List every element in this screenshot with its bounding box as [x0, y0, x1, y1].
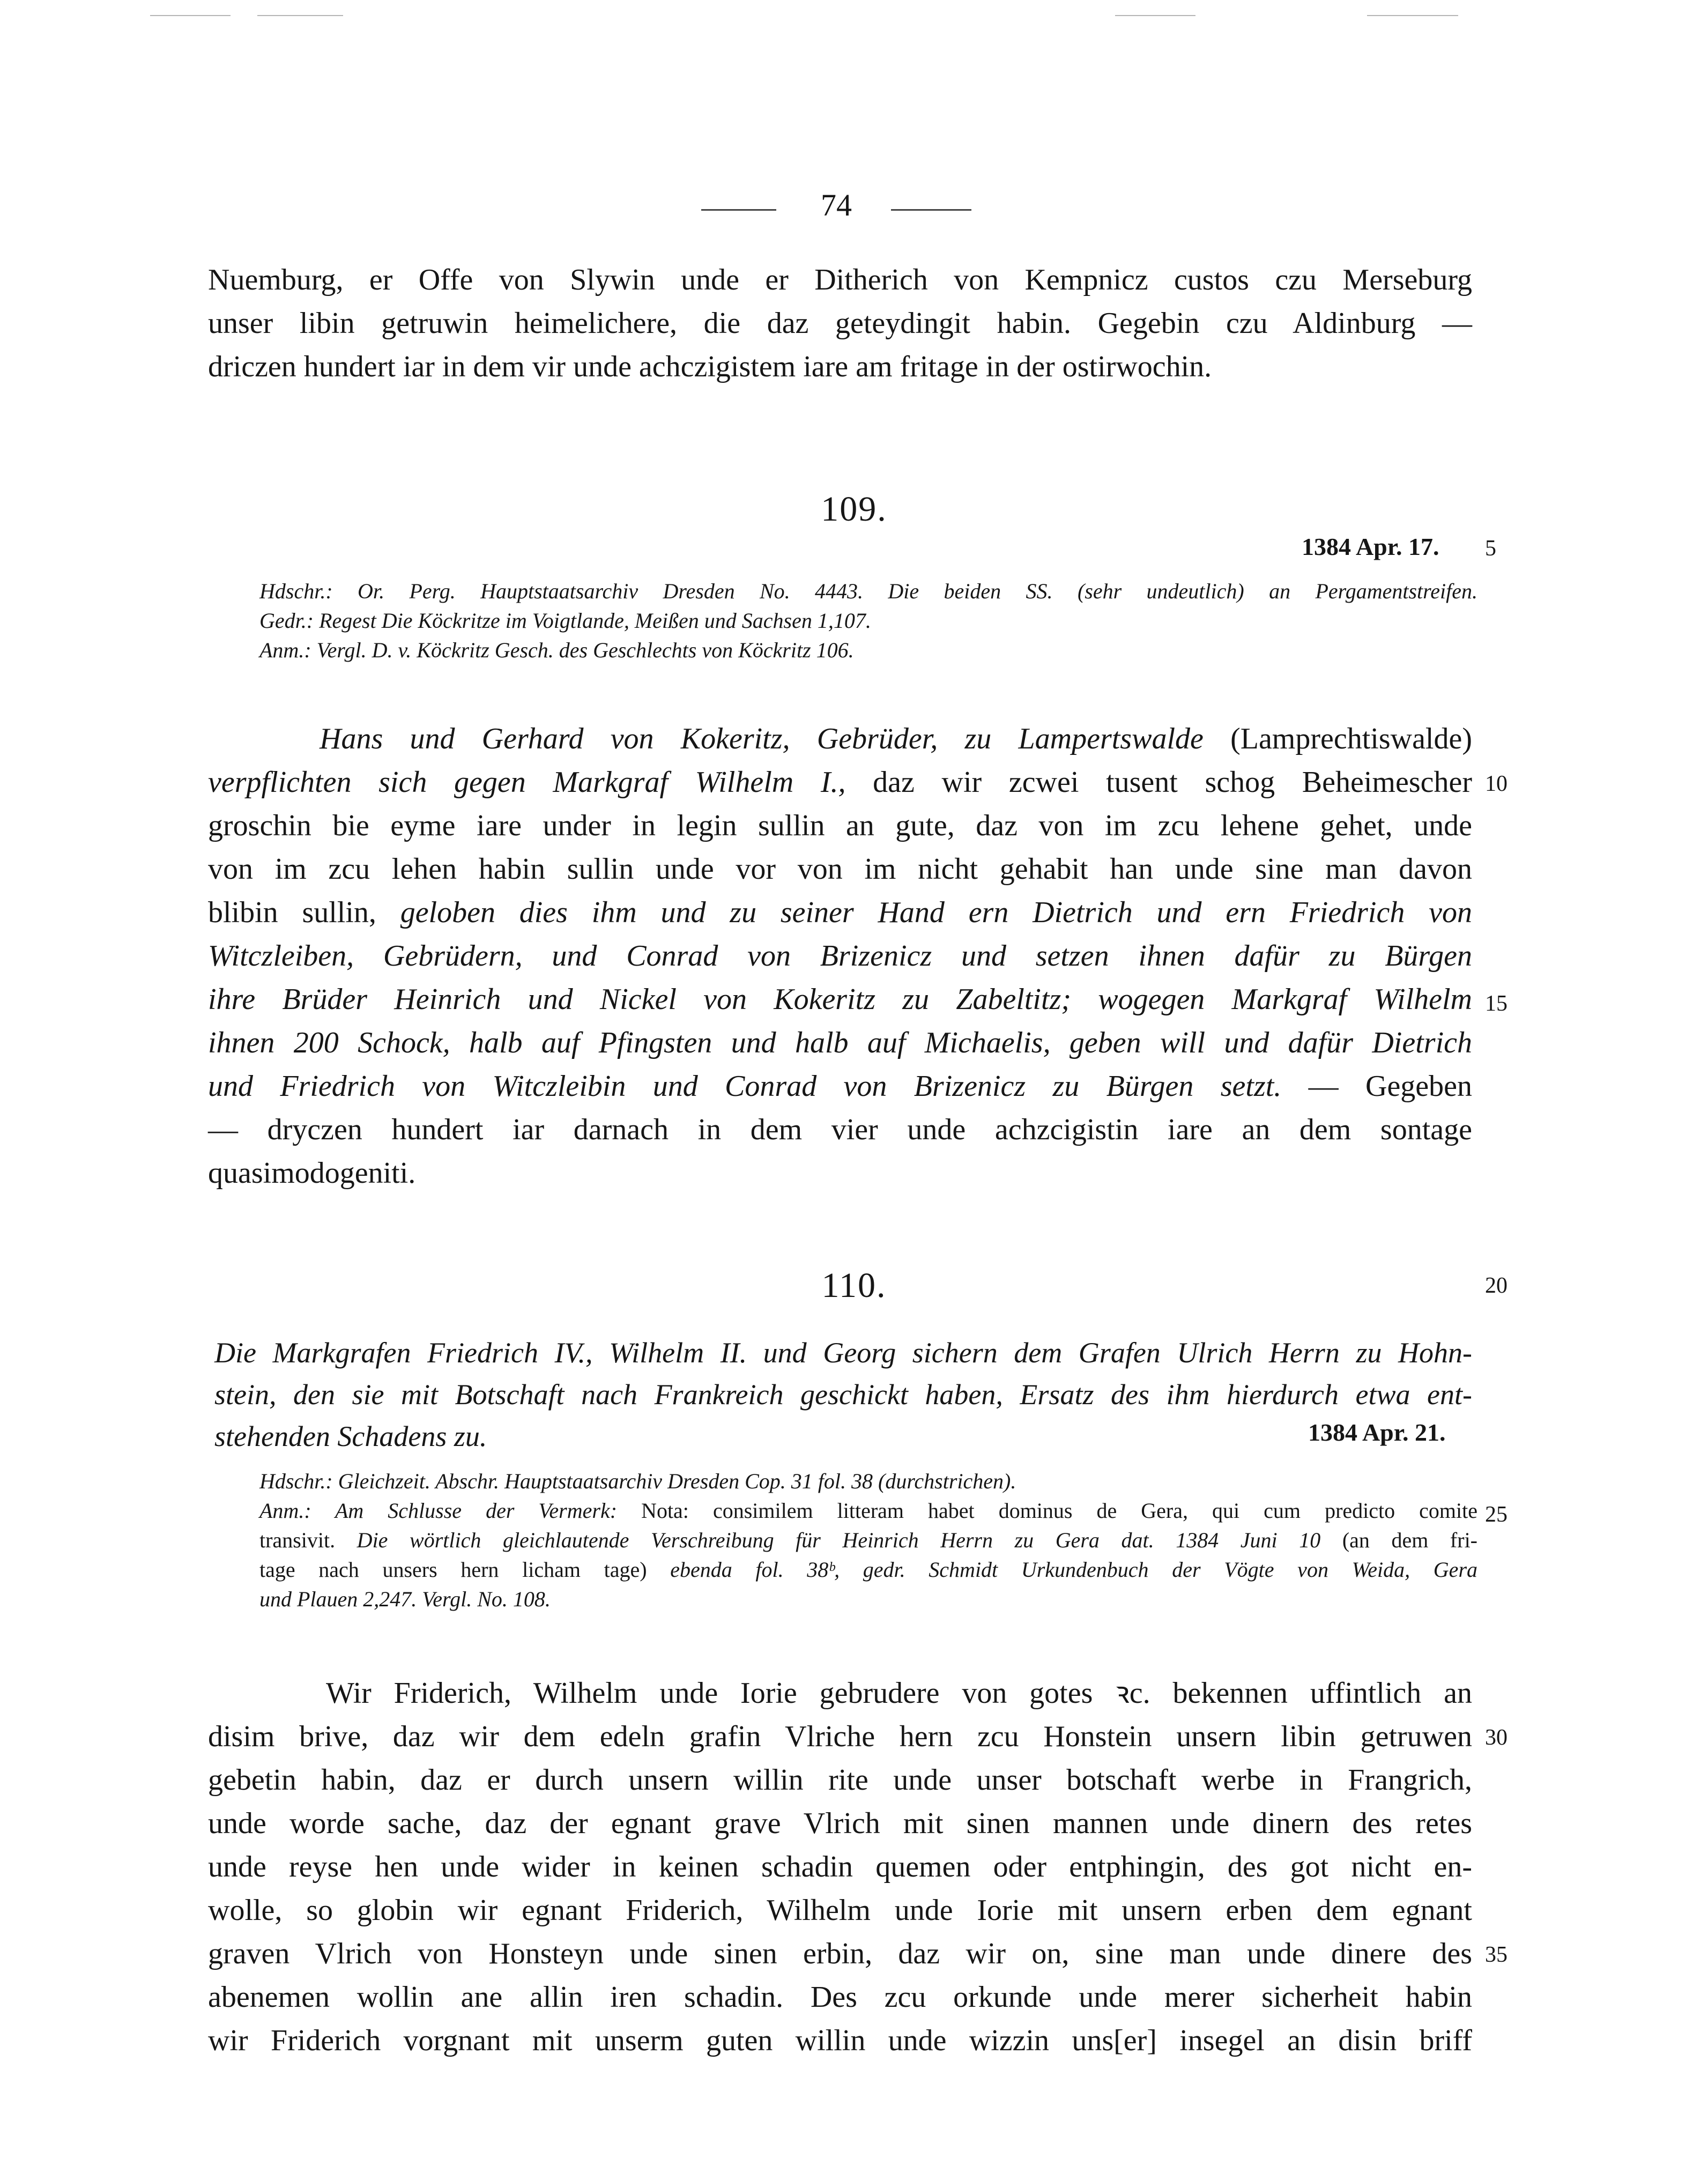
- page-number: 74: [821, 188, 852, 223]
- text-line: [208, 1065, 1472, 1108]
- note-roman: Nota: consimilem litteram habet dominus de Gera, qui cum predicto comite: [617, 1499, 1477, 1523]
- note-line: Anm.: Vergl. D. v. Köckritz Gesch. des Geschlechts von Köckritz 106.: [259, 638, 854, 662]
- note-line: Hdschr.: Gleichzeit. Abschr. Hauptstaatsarchiv Dresden Cop. 31 fol. 38 (durchstrichen).: [259, 1469, 1016, 1493]
- line-number-margin: 20: [1485, 1273, 1508, 1298]
- note-line: Gedr.: Regest Die Köckritze im Voigtlande, Meißen und Sachsen 1,107.: [259, 609, 871, 633]
- regest-text: und Friedrich von Witczleibin und Conrad von Brizenicz zu Bürgen setzt.: [208, 1070, 1282, 1103]
- note-italic: Anm.: Am Schlusse der Vermerk:: [259, 1499, 618, 1523]
- text-line: disim brive, daz wir dem edeln grafin Vlriche hern zcu Honstein unsern libin getruwen: [208, 1720, 1472, 1753]
- line-number-margin: 10: [1485, 772, 1508, 796]
- original-text: blibin sullin,: [208, 896, 376, 929]
- text-line: unde worde sache, daz der egnant grave Vlrich mit sinen mannen unde dinern des retes: [208, 1807, 1472, 1840]
- note-roman: transivit.: [259, 1528, 336, 1552]
- text-line: graven Vlrich von Honsteyn unde sinen erbin, daz wir on, sine man unde dinere des: [208, 1937, 1472, 1970]
- text-line: gebetin habin, daz er durch unsern willin rite unde unser botschaft werbe in Frangrich,: [208, 1763, 1472, 1797]
- regest-text: verpflichten sich gegen Markgraf Wilhelm I.,: [208, 766, 846, 799]
- original-text: daz wir zcwei tusent schog Beheimescher: [845, 766, 1472, 799]
- text-line: von im zcu lehen habin sullin unde vor von im nicht gehabit han unde sine man davon: [208, 852, 1472, 886]
- text-line: unser libin getruwin heimelichere, die daz geteydingit habin. Gegebin czu Aldinburg —: [208, 307, 1472, 340]
- text-line: — dryczen hundert iar darnach in dem vier unde achzcigistin iare an dem sontage: [208, 1113, 1472, 1146]
- text-line: quasimodogeniti.: [208, 1156, 416, 1190]
- text-line: Witczleiben, Gebrüdern, und Conrad von Brizenicz und setzen ihnen dafür zu Bürgen: [208, 939, 1472, 973]
- text-line: groschin bie eyme iare under in legin sullin an gute, daz von im zcu lehene gehet, unde: [208, 809, 1472, 842]
- regest-text: Hans und Gerhard von Kokeritz, Gebrüder, zu Lampertswalde: [320, 722, 1204, 755]
- text-line: Nuemburg, er Offe von Slywin unde er Ditherich von Kempnicz custos czu Merseburg: [208, 263, 1472, 296]
- text-line: driczen hundert iar in dem vir unde achczigistem iare am fritage in der ostirwochin.: [208, 350, 1212, 383]
- line-number-margin: 25: [1485, 1502, 1508, 1527]
- source-notes-109: [259, 576, 1477, 665]
- header-rule-left: [701, 209, 776, 211]
- scan-artifact-line: [1115, 15, 1195, 16]
- continuation-text: [208, 258, 1472, 389]
- note-line: und Plauen 2,247. Vergl. No. 108.: [259, 1587, 551, 1611]
- text-line: ihnen 200 Schock, halb auf Pfingsten und halb auf Michaelis, geben will und dafür Dietrich: [208, 1026, 1472, 1059]
- header-rule-right: [891, 209, 971, 211]
- summary-line: Die Markgrafen Friedrich IV., Wilhelm II. und Georg sichern dem Grafen Ulrich Herrn zu Hohn-: [214, 1337, 1472, 1369]
- note-roman: (an dem fri-: [1320, 1528, 1478, 1552]
- line-number-margin: 5: [1485, 536, 1496, 561]
- text-line: [208, 717, 1472, 761]
- page-header: [0, 181, 1708, 229]
- line-number-margin: 35: [1485, 1942, 1508, 1967]
- summary-line: stehenden Schadens zu.: [214, 1420, 487, 1452]
- line-number-margin: 15: [1485, 991, 1508, 1016]
- regest-summary-110: [214, 1332, 1472, 1457]
- original-text: — Gegeben: [1281, 1070, 1473, 1103]
- document-date-110: 1384 Apr. 21.: [1308, 1419, 1446, 1446]
- scan-artifact-line: [257, 15, 343, 16]
- document-number-109: 109.: [821, 490, 887, 529]
- note-line: [259, 1496, 1477, 1525]
- text-line: wir Friderich vorgnant mit unserm guten willin unde wizzin uns[er] insegel an disin briff: [208, 2024, 1472, 2057]
- regest-text: geloben dies ihm und zu seiner Hand ern Dietrich und ern Friedrich von: [376, 896, 1472, 929]
- text-line: ihre Brüder Heinrich und Nickel von Kokeritz zu Zabeltitz; wogegen Markgraf Wilhelm: [208, 983, 1472, 1016]
- note-line: [259, 1525, 1477, 1555]
- text-line: wolle, so globin wir egnant Friderich, Wilhelm unde Iorie mit unsern erben dem egnant: [208, 1894, 1472, 1927]
- original-text: (Lamprechtiswalde): [1203, 722, 1472, 755]
- note-italic: ebenda fol. 38ᵇ, gedr. Schmidt Urkundenbuch der Vögte von Weida, Gera: [647, 1558, 1478, 1582]
- text-line: Wir Friderich, Wilhelm unde Iorie gebrudere von gotes ꝛc. bekennen uffintlich an: [326, 1677, 1472, 1710]
- document-body-110: [208, 1672, 1472, 2063]
- line-number-margin: 30: [1485, 1725, 1508, 1750]
- note-roman: tage nach unsers hern licham tage): [259, 1558, 647, 1582]
- note-italic: Die wörtlich gleichlautende Verschreibung für Heinrich Herrn zu Gera dat. 1384 Juni 10: [335, 1528, 1321, 1552]
- summary-line: stein, den sie mit Botschaft nach Frankreich geschickt haben, Ersatz des ihm hierdurch etwa ent-: [214, 1378, 1472, 1411]
- text-line: [208, 761, 1472, 804]
- document-number-110: 110.: [821, 1266, 887, 1305]
- document-date-109: 1384 Apr. 17.: [1302, 533, 1439, 560]
- scan-artifact-line: [150, 15, 231, 16]
- scan-artifact-line: [1367, 15, 1458, 16]
- source-notes-110: [259, 1466, 1477, 1614]
- document-body-109: [208, 717, 1472, 1195]
- text-line: unde reyse hen unde wider in keinen schadin quemen oder entphingin, des got nicht en-: [208, 1850, 1472, 1884]
- text-line: abenemen wollin ane allin iren schadin. Des zcu orkunde unde merer sicherheit habin: [208, 1981, 1472, 2014]
- note-line: Hdschr.: Or. Perg. Hauptstaatsarchiv Dresden No. 4443. Die beiden SS. (sehr undeutlich) an Pergamentstreifen.: [259, 579, 1477, 603]
- note-line: [259, 1555, 1477, 1584]
- text-line: [208, 891, 1472, 935]
